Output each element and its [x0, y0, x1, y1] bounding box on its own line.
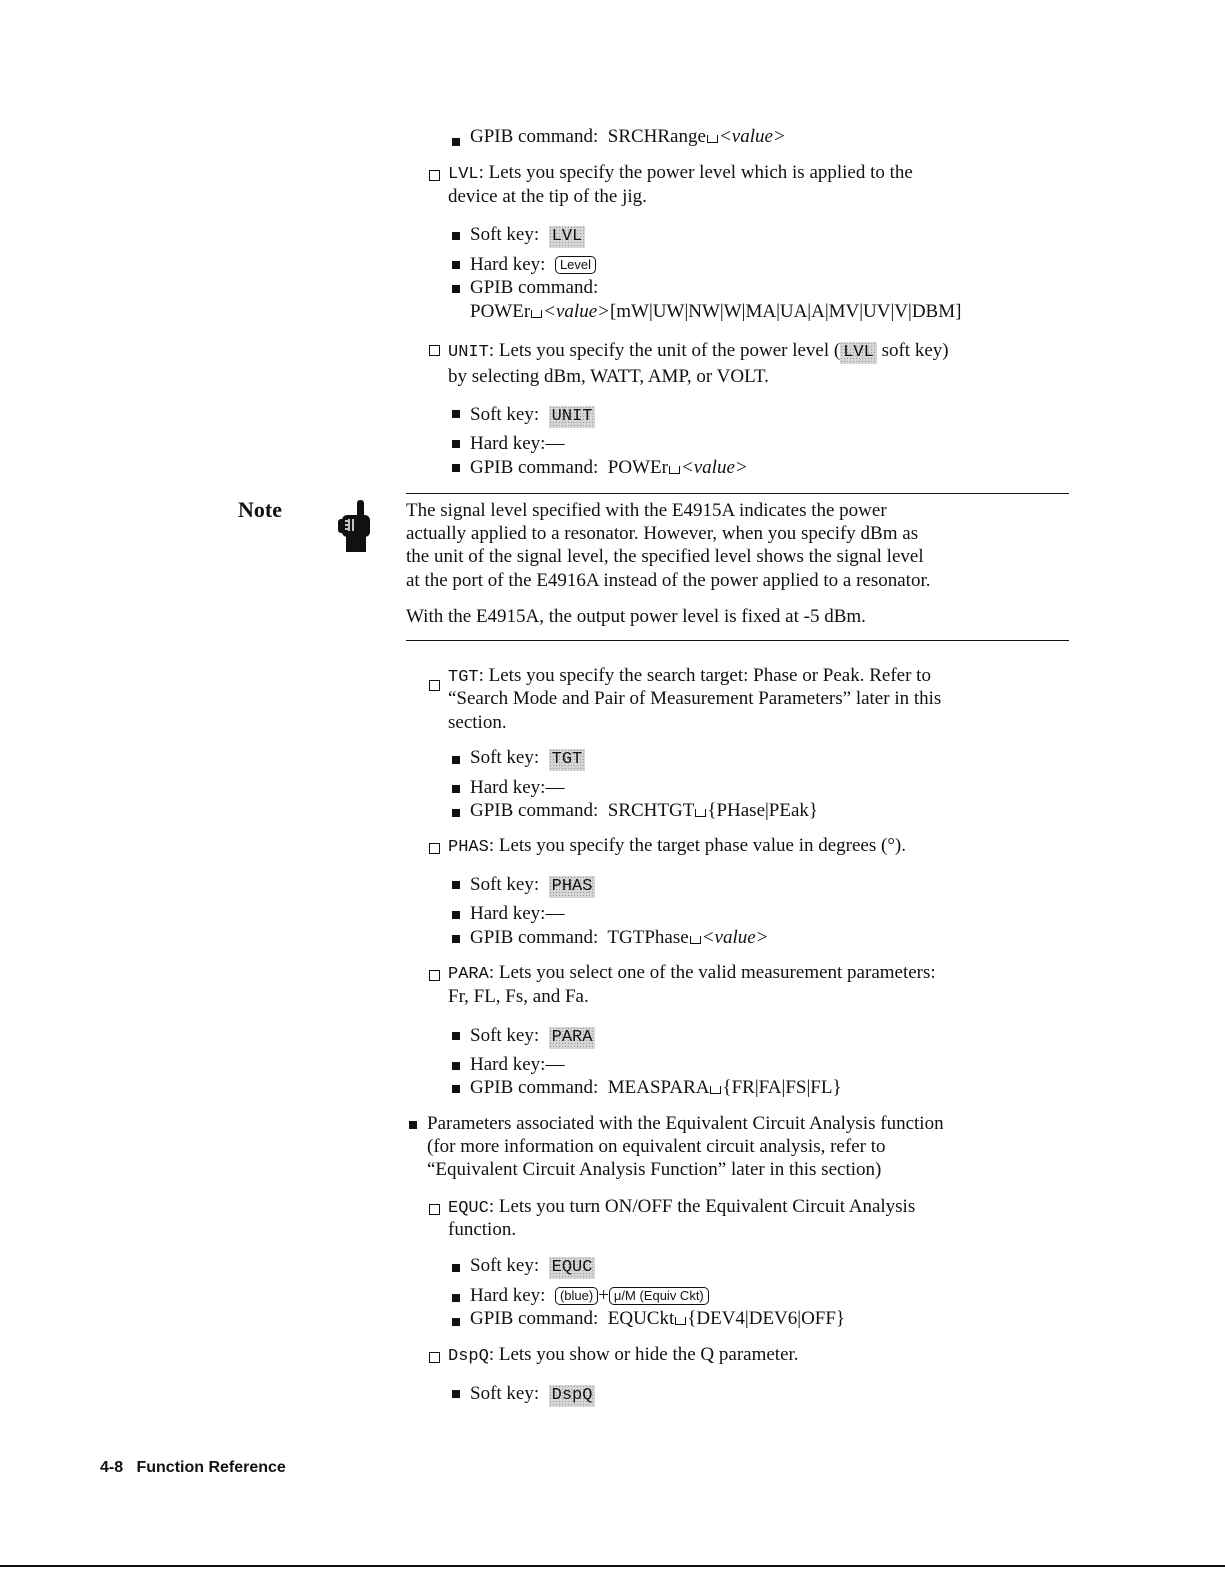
space-symbol [690, 936, 701, 944]
unit-soft-key: Soft key: UNIT [470, 403, 595, 428]
equc-gpib-command: GPIB command: EQUCkt {DEV4|DEV6|OFF} [470, 1308, 846, 1329]
unit-hard-key: Hard key:— [470, 433, 565, 454]
tgt-description: TGT: Lets you specify the search target: Phase or Peak. Refer to [448, 665, 931, 687]
bullet [452, 809, 460, 817]
bottom-border [0, 1565, 1225, 1567]
note-heading: Note [238, 497, 282, 522]
para-description: PARA: Lets you select one of the valid measurement parameters: [448, 962, 936, 984]
note-line: With the E4915A, the output power level is fixed at -5 dBm. [406, 606, 866, 627]
bullet [452, 285, 460, 293]
bullet [409, 1121, 417, 1129]
para-description-line2: Fr, FL, Fs, and Fa. [448, 986, 589, 1007]
unit-description: UNIT: Lets you specify the unit of the power level ( LVL soft key) [448, 340, 949, 362]
bullet [452, 440, 460, 448]
note-line: at the port of the E4916A instead of the power applied to a resonator. [406, 570, 931, 591]
blue-hard-key-button[interactable]: (blue) [555, 1287, 598, 1305]
bullet [452, 911, 460, 919]
lvl-soft-key-button[interactable]: LVL [549, 226, 586, 248]
space-symbol [531, 310, 542, 318]
tgt-gpib-command: GPIB command: SRCHTGT {PHase|PEak} [470, 800, 819, 821]
page-number: 4-8 [100, 1459, 124, 1476]
lvl-gpib-command: POWEr <value>[mW|UW|NW|W|MA|UA|A|MV|UV|V|DBM] [470, 301, 962, 322]
checkbox-icon [429, 1204, 440, 1215]
page-footer [100, 1459, 286, 1477]
dspq-soft-key-button[interactable]: DspQ [549, 1385, 596, 1407]
note-line: the unit of the signal level, the specified level shows the signal level [406, 546, 924, 567]
lvl-soft-key-ref[interactable]: LVL [840, 342, 877, 364]
dspq-description: DspQ: Lets you show or hide the Q parameter. [448, 1344, 799, 1366]
note-line: actually applied to a resonator. However, when you specify dBm as [406, 523, 919, 544]
lvl-description: LVL: Lets you specify the power level which is applied to the [448, 162, 913, 184]
equc-description: EQUC: Lets you turn ON/OFF the Equivalent Circuit Analysis [448, 1196, 916, 1218]
note-top-rule [406, 493, 1069, 494]
phas-description: PHAS: Lets you specify the target phase value in degrees (°). [448, 835, 906, 857]
space-symbol [710, 1086, 721, 1094]
equc-soft-key: Soft key: EQUC [470, 1254, 595, 1279]
tgt-description-line3: section. [448, 712, 507, 733]
bullet [452, 1062, 460, 1070]
unit-soft-key-button[interactable]: UNIT [549, 406, 596, 428]
phas-hard-key: Hard key:— [470, 903, 565, 924]
bullet [452, 1264, 460, 1272]
lvl-description-line2: device at the tip of the jig. [448, 186, 647, 207]
equc-description-line2: function. [448, 1219, 517, 1240]
equiv-description-line2: (for more information on equivalent circuit analysis, refer to [427, 1136, 886, 1157]
checkbox-icon [429, 345, 440, 356]
tgt-soft-key-button[interactable]: TGT [549, 749, 586, 771]
bullet [452, 1294, 460, 1302]
lvl-hard-key: Hard key: Level [470, 253, 596, 276]
space-symbol [707, 135, 718, 143]
space-symbol [669, 466, 680, 474]
bullet [452, 785, 460, 793]
pointing-hand-icon [336, 500, 370, 554]
bullet [452, 935, 460, 943]
bullet [452, 410, 460, 418]
bullet [452, 756, 460, 764]
checkbox-icon [429, 170, 440, 181]
equiv-description-line3: “Equivalent Circuit Analysis Function” later in this section) [427, 1159, 882, 1180]
equc-soft-key-button[interactable]: EQUC [549, 1257, 596, 1279]
para-soft-key-button[interactable]: PARA [549, 1027, 596, 1049]
equiv-ckt-hard-key-button[interactable]: μ/M (Equiv Ckt) [609, 1287, 709, 1305]
phas-soft-key: Soft key: PHAS [470, 873, 595, 898]
phas-soft-key-button[interactable]: PHAS [549, 876, 596, 898]
checkbox-icon [429, 843, 440, 854]
space-symbol [695, 809, 706, 817]
lvl-gpib-label: GPIB command: [470, 277, 599, 298]
para-gpib-command: GPIB command: MEASPARA {FR|FA|FS|FL} [470, 1077, 842, 1098]
tgt-description-line2: “Search Mode and Pair of Measurement Parameters” later in this [448, 688, 942, 709]
phas-gpib-command: GPIB command: TGTPhase <value> [470, 927, 769, 948]
bullet [452, 261, 460, 269]
lvl-soft-key: Soft key: LVL [470, 223, 585, 248]
note-bottom-rule [406, 640, 1069, 641]
bullet [452, 1318, 460, 1326]
para-soft-key: Soft key: PARA [470, 1024, 595, 1049]
tgt-soft-key: Soft key: TGT [470, 746, 585, 771]
bullet [452, 881, 460, 889]
srch-gpib-command: GPIB command: SRCHRange <value> [470, 126, 786, 147]
bullet [452, 138, 460, 146]
bullet [452, 1390, 460, 1398]
level-hard-key-button[interactable]: Level [555, 256, 596, 274]
bullet [452, 232, 460, 240]
bullet [452, 464, 460, 472]
para-hard-key: Hard key:— [470, 1054, 565, 1075]
bullet [452, 1032, 460, 1040]
checkbox-icon [429, 680, 440, 691]
dspq-soft-key: Soft key: DspQ [470, 1382, 595, 1407]
checkbox-icon [429, 1352, 440, 1363]
equiv-description: Parameters associated with the Equivalent Circuit Analysis function [427, 1113, 944, 1134]
unit-gpib-command: GPIB command: POWEr <value> [470, 457, 748, 478]
unit-description-line2: by selecting dBm, WATT, AMP, or VOLT. [448, 366, 769, 387]
equc-hard-key: Hard key: (blue) + μ/M (Equiv Ckt) [470, 1284, 709, 1307]
section-name: Function Reference [136, 1459, 286, 1476]
checkbox-icon [429, 970, 440, 981]
tgt-hard-key: Hard key:— [470, 777, 565, 798]
bullet [452, 1085, 460, 1093]
space-symbol [675, 1317, 686, 1325]
note-line: The signal level specified with the E4915A indicates the power [406, 500, 887, 521]
